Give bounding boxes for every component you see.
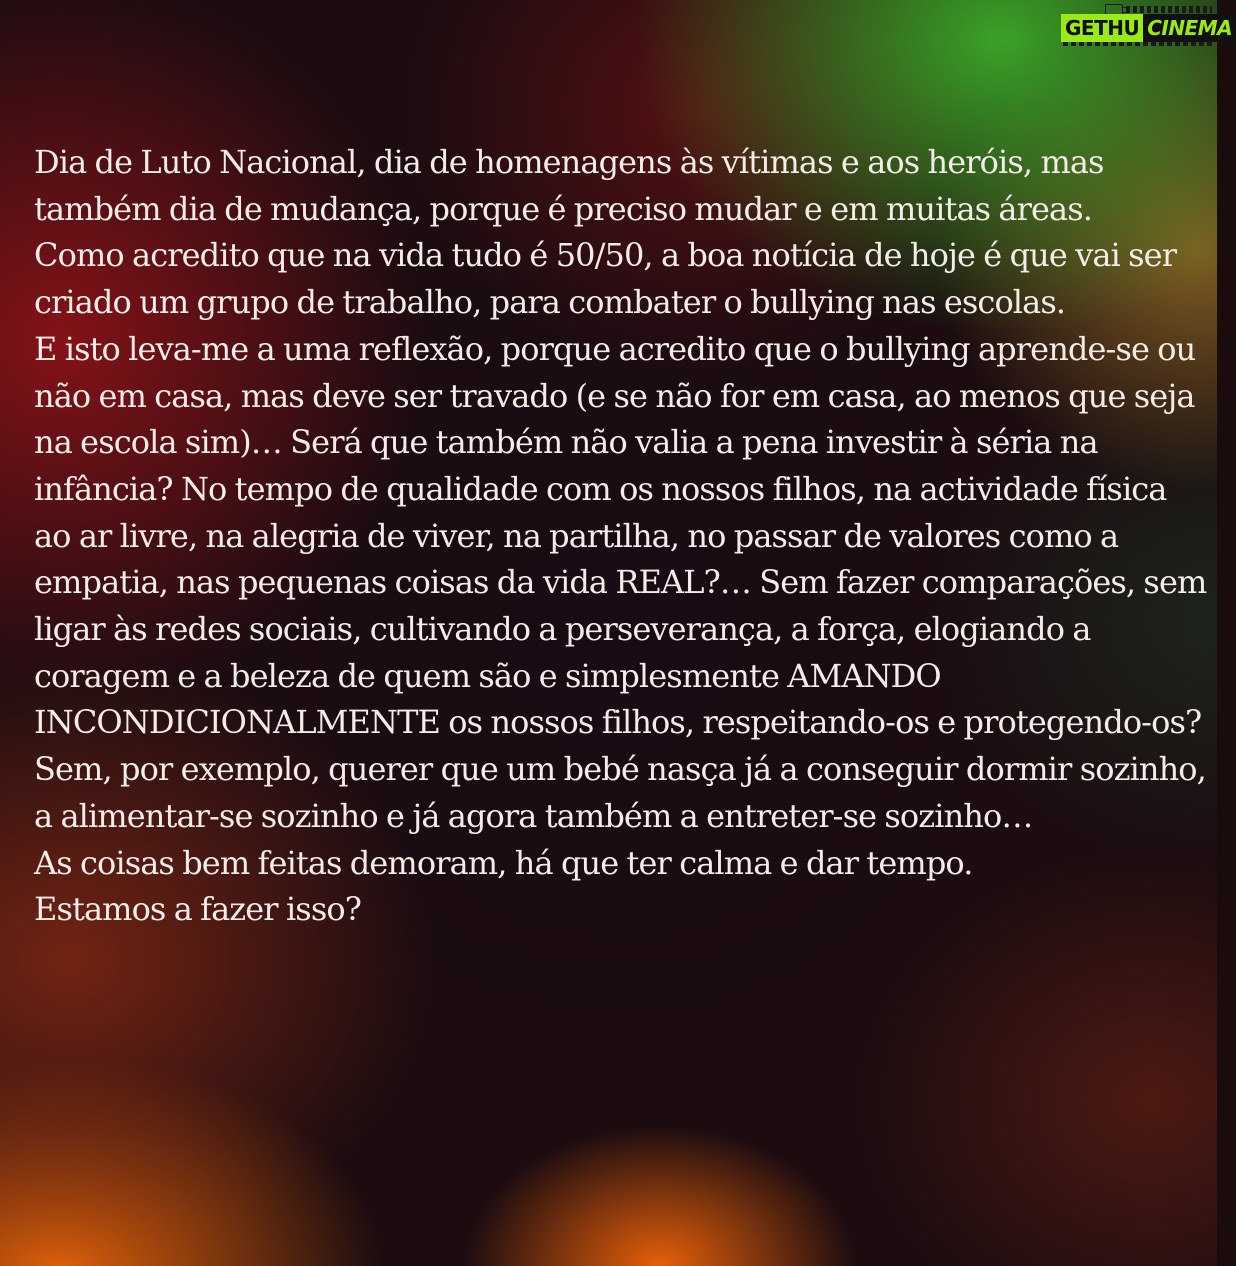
gethu-cinema-logo bbox=[1033, 4, 1233, 44]
logo-text-cinema: CINEMA bbox=[1143, 14, 1236, 42]
paragraph-4: Sem, por exemplo, querer que um bebé nasça já a conseguir dormir sozinho, a alimentar-se sozinho e já agora também a entreter-se sozinho… bbox=[34, 750, 1206, 835]
paragraph-3: E isto leva-me a uma reflexão, porque acredito que o bullying aprende-se ou não em casa, mas deve ser travado (e se não for em casa, ao menos que seja na escola sim)… Será que também não valia a pena investir à séria na infância? No tempo de qualidade com os nossos filhos, na actividade física ao ar livre, na alegria de viver, na partilha, no passar de valores como a empatia, nas pequenas coisas da vida REAL?… Sem fazer comparações, sem ligar às redes sociais, cultivando a perseverança, a força, elogiando a coragem e a beleza de quem são e simplesmente AMANDO INCONDICIONALMENTE os nossos filhos, respeitando-os e protegendo-os? bbox=[34, 329, 1207, 742]
film-strip-decoration bbox=[1063, 42, 1213, 46]
paragraph-6: Estamos a fazer isso? bbox=[34, 890, 361, 929]
paragraph-5: As coisas bem feitas demoram, há que ter calma e dar tempo. bbox=[34, 843, 973, 882]
paragraph-2: Como acredito que na vida tudo é 50/50, a boa notícia de hoje é que vai ser criado um grupo de trabalho, para combater o bullying nas escolas. bbox=[34, 236, 1177, 322]
logo-wordmark bbox=[1061, 14, 1236, 42]
paragraph-1: Dia de Luto Nacional, dia de homenagens às vítimas e aos heróis, mas também dia de mudança, porque é preciso mudar e em muitas áreas. bbox=[34, 143, 1104, 228]
logo-text-gethu: GETHU bbox=[1061, 14, 1143, 42]
post-text bbox=[34, 139, 1209, 933]
film-strip-icon bbox=[1126, 6, 1212, 13]
